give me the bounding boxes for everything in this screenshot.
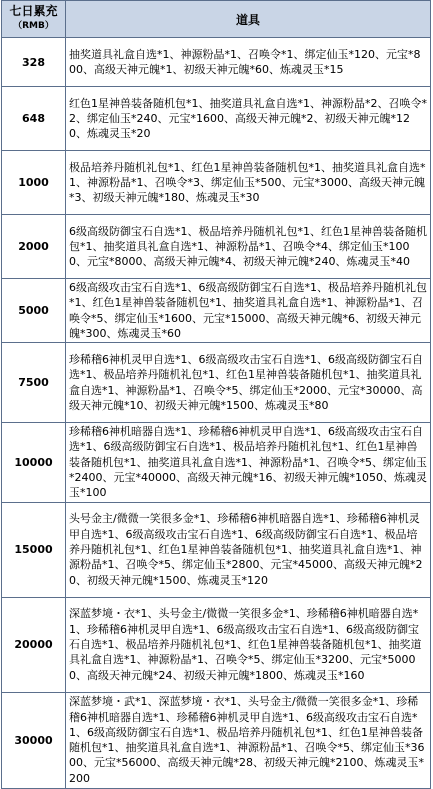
reward-items: 头号金主/微微一笑很多金*1、珍稀稽6神机暗器自选*1、珍稀稽6神机灵甲自选*1、6级高级攻击宝石自选*1、6级高级防御宝石自选*1、极品培养丹随机礼包*1、红色1星神兽装备随机包*1、抽奖道具礼盒自选*1、神源粉晶*1、召唤令*5、绑定仙玉*2800、元宝*45000、高级天神元魄*20、初级天神元魄*1500、炼魂灵玉*120 — [66, 502, 431, 597]
recharge-amount: 5000 — [2, 279, 66, 343]
recharge-amount: 1000 — [2, 151, 66, 215]
reward-items: 抽奖道具礼盒自选*1、神源粉晶*1、召唤令*1、绑定仙玉*120、元宝*800、高级天神元魄*1、初级天神元魄*60、炼魂灵玉*15 — [66, 38, 431, 87]
table-row — [2, 279, 431, 343]
reward-items: 6级高级攻击宝石自选*1、6级高级防御宝石自选*1、极品培养丹随机礼包*1、红色1星神兽装备随机包*1、抽奖道具礼盒自选*1、神源粉晶*1、召唤令*5、绑定仙玉*1600、元宝*15000、高级天神元魄*6、初级天神元魄*300、炼魂灵玉*60 — [66, 279, 431, 343]
table-row — [2, 151, 431, 215]
reward-items: 珍稀稽6神机暗器自选*1、珍稀稽6神机灵甲自选*1、6级高级攻击宝石自选*1、6级高级防御宝石自选*1、极品培养丹随机礼包*1、红色1星神兽装备随机包*1、抽奖道具礼盒自选*1、神源粉晶*1、召唤令*5、绑定仙玉*2400、元宝*40000、高级天神元魄*16、初级天神元魄*1050、炼魂灵玉*100 — [66, 423, 431, 502]
reward-items: 深蓝梦境・武*1、深蓝梦境・衣*1、头号金主/微微一笑很多金*1、珍稀稽6神机暗器自选*1、珍稀稽6神机灵甲自选*1、6级高级攻击宝石自选*1、6级高级防御宝石自选*1、极品培养丹随机礼包*1、红色1星神兽装备随机包*1、抽奖道具礼盒自选*1、神源粉晶*1、召唤令*5、绑定仙玉*3600、元宝*56000、高级天神元魄*28、初级天神元魄*2100、炼魂灵玉*200 — [66, 692, 431, 788]
table-row — [2, 343, 431, 423]
recharge-amount: 30000 — [2, 692, 66, 788]
recharge-amount: 20000 — [2, 597, 66, 692]
table-row — [2, 87, 431, 151]
rewards-table — [1, 0, 431, 789]
recharge-amount: 2000 — [2, 215, 66, 279]
reward-items: 红色1星神兽装备随机包*1、抽奖道具礼盒自选*1、神源粉晶*2、召唤令*2、绑定仙玉*240、元宝*1600、高级天神元魄*2、初级天神元魄*120、炼魂灵玉*20 — [66, 87, 431, 151]
recharge-amount: 15000 — [2, 502, 66, 597]
table-header-row — [2, 1, 431, 38]
reward-items: 珍稀稽6神机灵甲自选*1、6级高级攻击宝石自选*1、6级高级防御宝石自选*1、极品培养丹随机礼包*1、红色1星神兽装备随机包*1、抽奖道具礼盒自选*1、神源粉晶*1、召唤令*5、绑定仙玉*2000、元宝*30000、高级天神元魄*10、初级天神元魄*1500、炼魂灵玉*80 — [66, 343, 431, 423]
table-row — [2, 38, 431, 87]
table-row — [2, 423, 431, 502]
recharge-amount: 7500 — [2, 343, 66, 423]
header-cumulative-title: 七日累充 — [9, 4, 58, 18]
reward-items: 深蓝梦境・衣*1、头号金主/微微一笑很多金*1、珍稀稽6神机暗器自选*1、珍稀稽6神机灵甲自选*1、6级高级攻击宝石自选*1、6级高级防御宝石自选*1、极品培养丹随机礼包*1、红色1星神兽装备随机包*1、抽奖道具礼盒自选*1、神源粉晶*1、召唤令*5、绑定仙玉*3200、元宝*50000、高级天神元魄*24、初级天神元魄*1800、炼魂灵玉*160 — [66, 597, 431, 692]
header-cumulative-recharge — [2, 1, 66, 38]
header-currency-unit: （RMB） — [13, 21, 54, 31]
recharge-amount: 648 — [2, 87, 66, 151]
header-items: 道具 — [66, 1, 431, 38]
table-row — [2, 502, 431, 597]
table-row — [2, 215, 431, 279]
reward-items: 极品培养丹随机礼包*1、红色1星神兽装备随机包*1、抽奖道具礼盒自选*1、神源粉晶*1、召唤令*3、绑定仙玉*500、元宝*3000、高级天神元魄*3、初级天神元魄*180、炼魂灵玉*30 — [66, 151, 431, 215]
recharge-amount: 10000 — [2, 423, 66, 502]
table-row — [2, 597, 431, 692]
recharge-amount: 328 — [2, 38, 66, 87]
reward-items: 6级高级防御宝石自选*1、极品培养丹随机礼包*1、红色1星神兽装备随机包*1、抽奖道具礼盒自选*1、神源粉晶*1、召唤令*4、绑定仙玉*1000、元宝*8000、高级天神元魄*4、初级天神元魄*240、炼魂灵玉*40 — [66, 215, 431, 279]
table-row — [2, 692, 431, 788]
